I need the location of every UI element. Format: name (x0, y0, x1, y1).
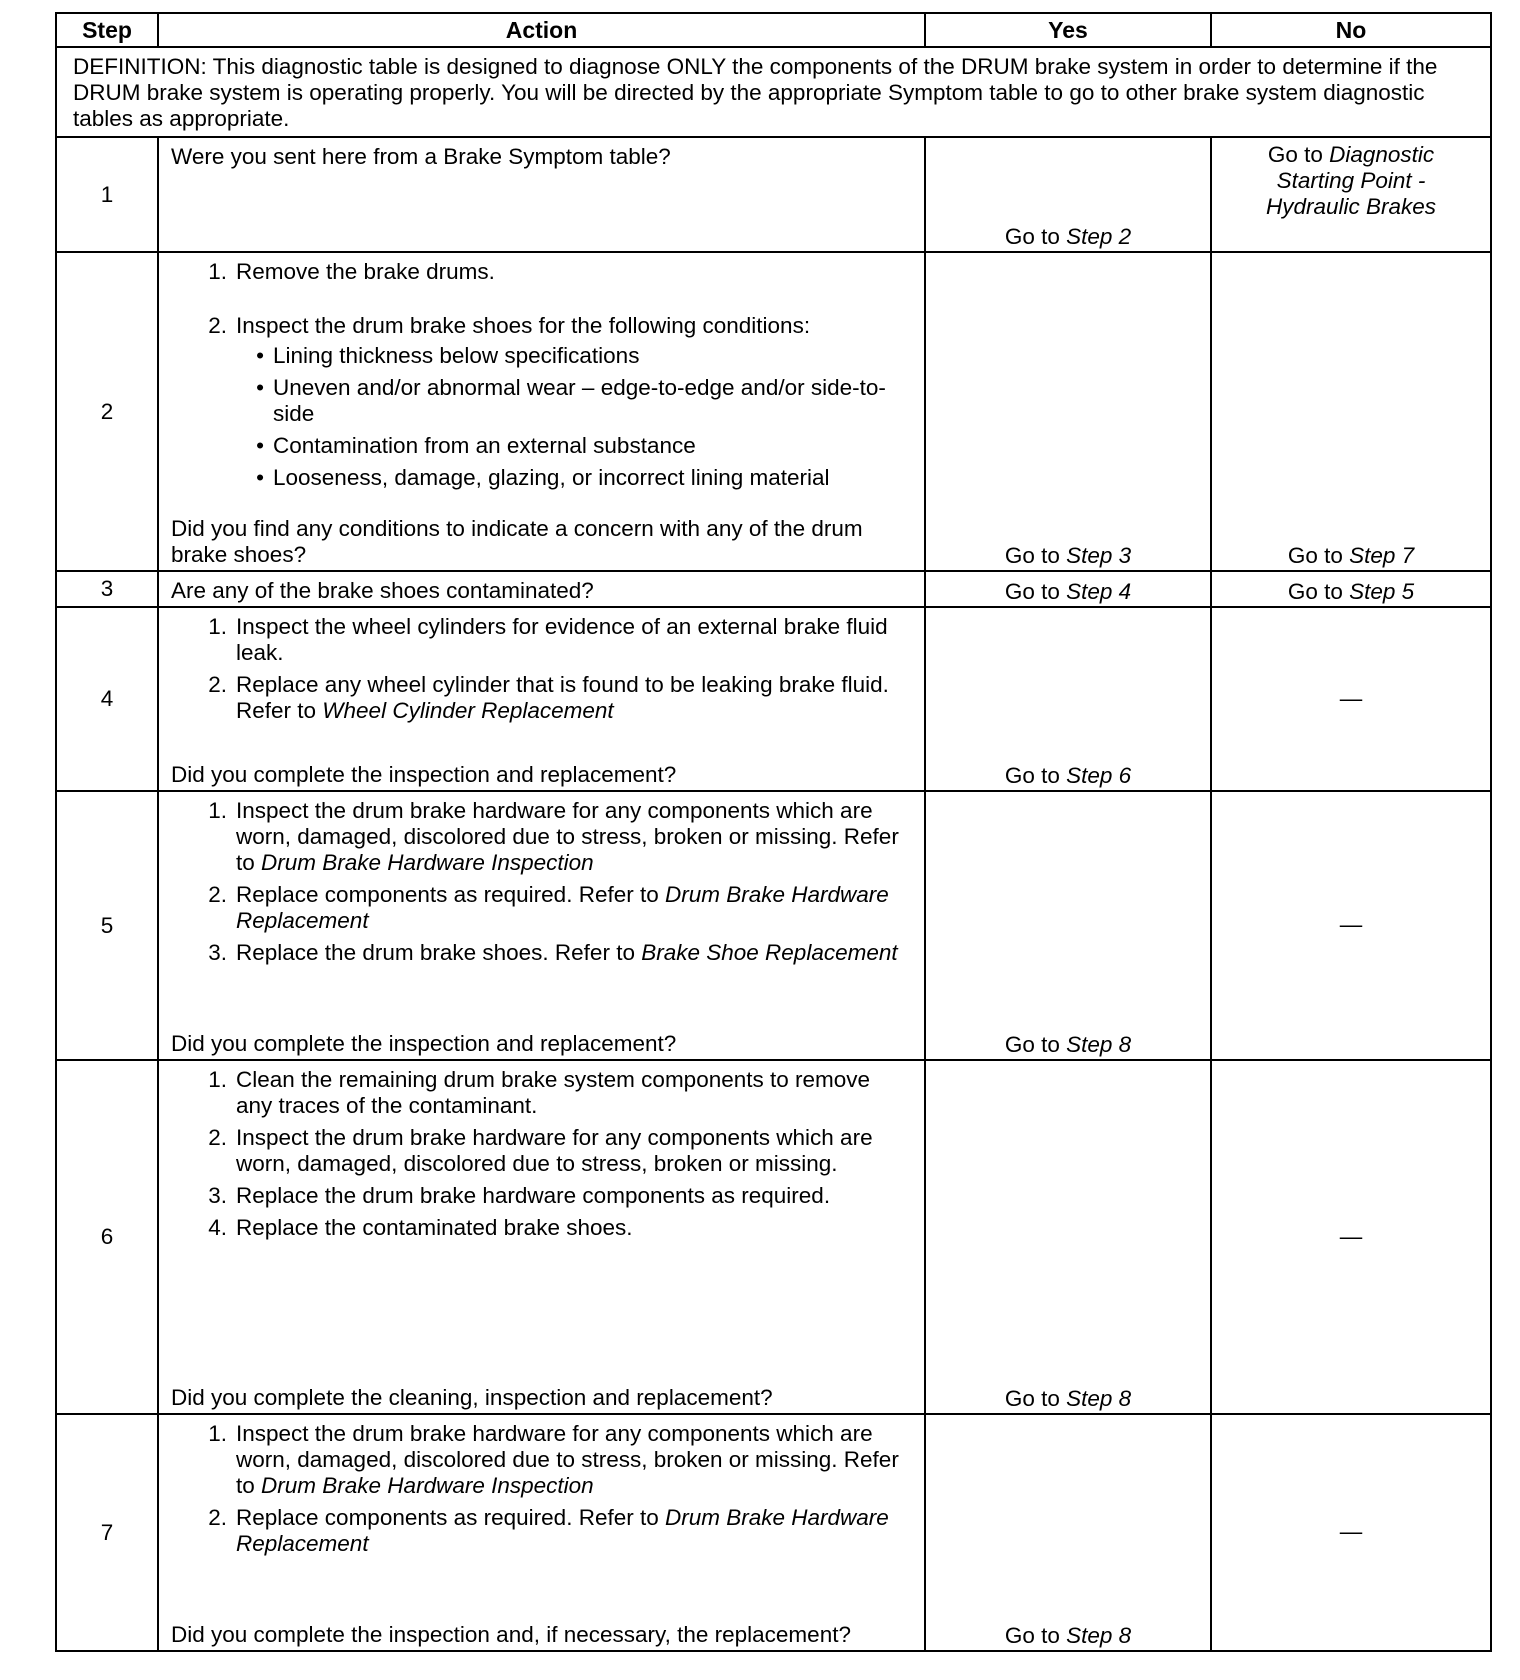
step-number: 4 (56, 607, 158, 791)
action-step-text: Inspect the drum brake hardware for any components which are worn, damaged, discolored due to stress, broken or missing. Refer to (236, 1421, 899, 1498)
action-step-body (236, 882, 910, 934)
action-step-text: Inspect the drum brake shoes for the following conditions: (236, 313, 811, 338)
condition-list (236, 343, 910, 491)
action-step-text: Replace the drum brake hardware components as required. (236, 1183, 831, 1208)
yes-step-reference: Step 2 (1066, 224, 1132, 249)
action-step-text: Inspect the drum brake hardware for any components which are worn, damaged, discolored due to stress, broken or missing. (236, 1125, 873, 1176)
action-step-number: 1. (208, 1421, 227, 1446)
condition-item (236, 375, 910, 427)
yes-cell (925, 252, 1211, 571)
action-step-body (236, 672, 910, 724)
action-step-reference: Drum Brake Hardware Inspection (261, 850, 594, 875)
action-step-number: 1. (208, 798, 227, 823)
action-step-number: 2. (208, 882, 227, 907)
no-cell (1211, 1060, 1491, 1414)
no-prefix: — (1339, 1223, 1363, 1249)
action-step-text: Replace the contaminated brake shoes. (236, 1215, 633, 1240)
yes-cell (925, 791, 1211, 1060)
bullet-icon: • (256, 465, 264, 490)
action-step-number: 2. (208, 1125, 227, 1150)
no-prefix: — (1339, 685, 1363, 711)
condition-text: Uneven and/or abnormal wear – edge-to-edge and/or side-to-side (273, 375, 886, 426)
yes-prefix: Go to (1004, 763, 1067, 788)
action-cell (158, 137, 925, 252)
diagnostic-table (55, 12, 1492, 1652)
step-number: 1 (56, 137, 158, 252)
no-prefix: Go to (1287, 579, 1350, 604)
table-row (56, 1060, 1491, 1414)
yes-step-reference: Step 8 (1066, 1032, 1132, 1057)
action-step-number: 2. (208, 672, 227, 697)
action-step (171, 1067, 910, 1119)
no-cell (1211, 791, 1491, 1060)
condition-text: Contamination from an external substance (273, 433, 696, 458)
table-row (56, 607, 1491, 791)
action-step (171, 1505, 910, 1557)
yes-prefix: Go to (1004, 1386, 1067, 1411)
action-question: Were you sent here from a Brake Symptom table? (171, 144, 671, 169)
action-question: Are any of the brake shoes contaminated? (171, 578, 594, 603)
yes-cell (925, 1060, 1211, 1414)
yes-prefix: Go to (1004, 1032, 1067, 1057)
action-question: Did you complete the cleaning, inspection and replacement? (171, 1385, 773, 1410)
action-step-body (236, 1505, 910, 1557)
action-step-number: 2. (208, 1505, 227, 1530)
action-step-text: Replace any wheel cylinder that is found to be leaking brake fluid. Refer to (236, 672, 889, 723)
yes-prefix: Go to (1004, 1623, 1067, 1648)
header-no: No (1211, 13, 1491, 47)
header-yes: Yes (925, 13, 1211, 47)
action-step-text: Replace components as required. Refer to (236, 1505, 665, 1530)
yes-step-reference: Step 6 (1066, 763, 1132, 788)
yes-step-reference: Step 8 (1066, 1386, 1132, 1411)
action-step (171, 882, 910, 934)
action-question: Did you complete the inspection and replacement? (171, 1031, 677, 1056)
action-step-number: 1. (208, 1067, 227, 1092)
yes-cell (925, 571, 1211, 607)
step-number: 7 (56, 1414, 158, 1651)
action-step-body (236, 1125, 910, 1177)
action-step-body (236, 940, 898, 966)
no-step-reference: Diagnostic Starting Point - Hydraulic Brakes (1265, 142, 1437, 219)
action-question: Did you find any conditions to indicate a concern with any of the drum brake shoes? (171, 516, 863, 567)
yes-prefix: Go to (1004, 579, 1067, 604)
action-step-number: 4. (208, 1215, 227, 1240)
action-step (171, 614, 910, 666)
action-step (171, 259, 910, 285)
definition-text: DEFINITION: This diagnostic table is designed to diagnose ONLY the components of the DRUM brake system in order to determine if the DRUM brake system is operating properly. You will be directed by the appropriate Symptom table to go to other brake system diagnostic tables as appropriate. (56, 47, 1491, 137)
action-step (171, 1183, 910, 1209)
action-step-number: 2. (208, 313, 227, 338)
action-step-reference: Brake Shoe Replacement (641, 940, 898, 965)
action-step-body (236, 1183, 830, 1209)
condition-item (236, 433, 910, 459)
header-action: Action (158, 13, 925, 47)
action-cell (158, 571, 925, 607)
action-step-reference: Drum Brake Hardware Inspection (261, 1473, 594, 1498)
action-content (171, 144, 910, 249)
action-step-text: Inspect the drum brake hardware for any components which are worn, damaged, discolored due to stress, broken or missing. Refer to (236, 798, 899, 875)
action-content (171, 798, 910, 1057)
action-cell (158, 1060, 925, 1414)
header-step: Step (56, 13, 158, 47)
table-row (56, 137, 1491, 252)
action-content (171, 1067, 910, 1411)
definition-row (56, 47, 1491, 137)
condition-item (236, 343, 910, 369)
action-step-body (236, 614, 910, 666)
action-step (171, 798, 910, 876)
action-cell (158, 1414, 925, 1651)
no-prefix: Go to (1287, 543, 1350, 568)
action-step-reference: Wheel Cylinder Replacement (322, 698, 614, 723)
action-step-number: 1. (208, 614, 227, 639)
table-row (56, 791, 1491, 1060)
action-step (171, 1215, 910, 1241)
bullet-icon: • (256, 375, 264, 400)
action-steps (171, 798, 910, 972)
action-step-text: Remove the brake drums. (236, 259, 495, 284)
action-content (171, 1421, 910, 1648)
no-cell (1211, 252, 1491, 571)
yes-cell (925, 1414, 1211, 1651)
no-cell (1211, 1414, 1491, 1651)
bullet-icon: • (256, 433, 264, 458)
action-cell (158, 607, 925, 791)
action-steps (171, 1421, 910, 1563)
bullet-icon: • (256, 343, 264, 368)
action-step (171, 672, 910, 724)
yes-step-reference: Step 3 (1066, 543, 1132, 568)
action-step-text: Clean the remaining drum brake system components to remove any traces of the contaminant. (236, 1067, 871, 1118)
action-step-body (236, 313, 910, 497)
step-number: 5 (56, 791, 158, 1060)
action-step-text: Replace components as required. Refer to (236, 882, 665, 907)
action-cell (158, 252, 925, 571)
action-content (171, 259, 910, 568)
action-steps (171, 614, 910, 730)
action-step-reference: Drum Brake Hardware Replacement (236, 1505, 889, 1556)
no-prefix: Go to (1267, 142, 1330, 167)
step-number: 2 (56, 252, 158, 571)
step-number: 6 (56, 1060, 158, 1414)
yes-prefix: Go to (1004, 224, 1067, 249)
action-step-text: Replace the drum brake shoes. Refer to (236, 940, 642, 965)
no-prefix: — (1339, 1519, 1363, 1544)
table-row (56, 252, 1491, 571)
action-cell (158, 791, 925, 1060)
action-step-body (236, 1421, 910, 1499)
action-steps (171, 259, 910, 503)
action-content (171, 578, 910, 604)
no-cell (1211, 137, 1491, 252)
action-step (171, 1125, 910, 1177)
action-step-body (236, 1215, 633, 1241)
step-number: 3 (56, 571, 158, 607)
no-step-reference: Step 7 (1349, 543, 1415, 568)
action-step-reference: Drum Brake Hardware Replacement (236, 882, 889, 933)
action-step-body (236, 798, 910, 876)
no-step-reference: Step 5 (1349, 579, 1415, 604)
action-question: Did you complete the inspection and, if necessary, the replacement? (171, 1622, 851, 1647)
yes-prefix: Go to (1004, 543, 1067, 568)
no-prefix: — (1339, 912, 1363, 937)
yes-cell (925, 607, 1211, 791)
action-step-body (236, 259, 495, 285)
action-step-number: 1. (208, 259, 227, 284)
action-step-number: 3. (208, 1183, 227, 1208)
header-row (56, 13, 1491, 47)
action-step (171, 313, 910, 497)
table-row (56, 1414, 1491, 1651)
yes-cell (925, 137, 1211, 252)
action-content (171, 614, 910, 788)
action-step (171, 940, 910, 966)
action-question: Did you complete the inspection and replacement? (171, 762, 677, 787)
table-row (56, 571, 1491, 607)
condition-item (236, 465, 910, 491)
yes-step-reference: Step 4 (1066, 579, 1132, 604)
yes-step-reference: Step 8 (1066, 1623, 1132, 1648)
action-step (171, 1421, 910, 1499)
no-cell (1211, 607, 1491, 791)
action-step-number: 3. (208, 940, 227, 965)
condition-text: Lining thickness below specifications (273, 343, 640, 368)
action-steps (171, 1067, 910, 1247)
condition-text: Looseness, damage, glazing, or incorrect lining material (273, 465, 830, 490)
action-step-text: Inspect the wheel cylinders for evidence of an external brake fluid leak. (236, 614, 888, 665)
no-cell (1211, 571, 1491, 607)
action-step-body (236, 1067, 910, 1119)
